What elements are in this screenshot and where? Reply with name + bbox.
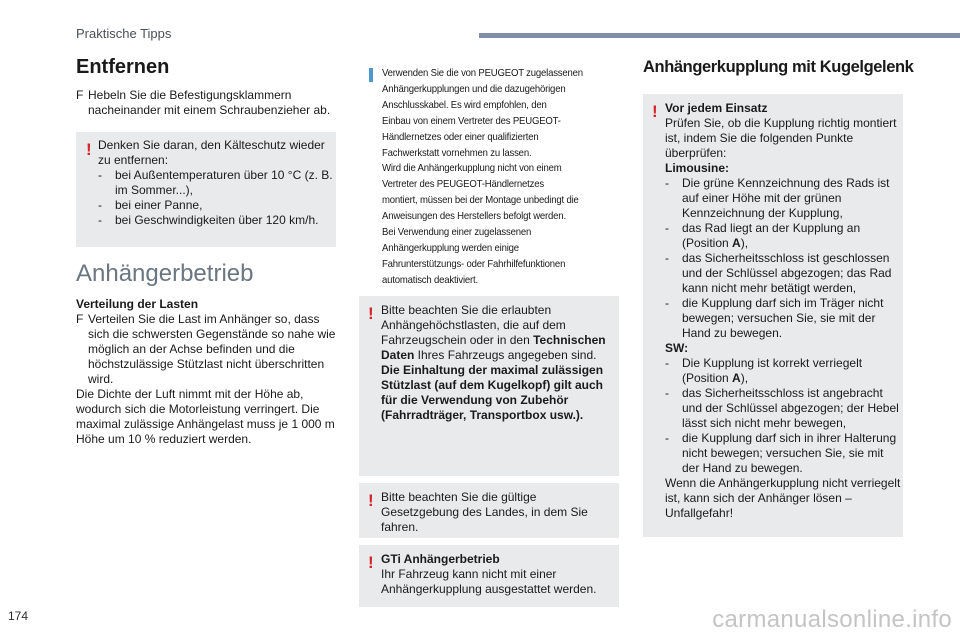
warning-box-towbar-check: ! Vor jedem Einsatz Prüfen Sie, ob die Kupplung richtig montiert ist, indem Sie die folgenden Punkte überprüfen: Limousine: - Die grüne Kennzeichnung des Rads ist auf einer Höhe mit der grünen Kennzeichnung der Kupplung, - das Rad liegt an der Kupplung an (Position A), - das Sicherheitsschloss ist geschlossen und der Schlüssel abgezogen; das Rad kann nicht mehr betätigt werden, - die Kupplung darf sich im Träger nicht bewegen; versuchen Sie, sie mit der Hand zu bewegen. SW: - Die Kupplung ist korrekt verriegelt (Position A), - das Sicherheitsschloss ist angebracht und der Schlüssel abgezogen; der Hebel lässt sich nicht mehr bewegen, - die Kupplung darf sich in ihrer Halterung nicht bewegen; versuchen Sie, sie mit der Hand zu bewegen. Wenn die Anhängerkupplung nicht verriegelt ist, kann sich der Anhänger lösen – Unfallgefahr!	[643, 94, 903, 537]
section-header: Praktische Tipps	[76, 26, 172, 41]
list-item: - bei Geschwindigkeiten über 120 km/h.	[98, 213, 319, 227]
page-number: 174	[8, 609, 29, 623]
load-bullet: F Verteilen Sie die Last im Anhänger so, dass sich die schwersten Gegenstände so nahe wie möglich an der Achse befinden und die höchstzulässige Stützlast nicht überschritten wird.	[76, 312, 336, 386]
technical-data-reference: Technischen Daten	[381, 333, 606, 362]
header-bar	[479, 33, 960, 38]
warning1-intro: Denken Sie daran, den Kälteschutz wieder zu entfernen:	[98, 138, 325, 167]
list-item: - Die Kupplung ist korrekt verriegelt (Position A),	[665, 356, 863, 385]
exclamation-mark-icon: !	[86, 140, 92, 159]
warning-box-trailer-load: ! Bitte beachten Sie die erlaubten Anhängehöchstlasten, die auf dem Fahrzeugschein oder in den Technischen Daten Ihres Fahrzeugs angegeben sind. Die Einhaltung der maximal zulässigen Stützlast (auf dem Kugelkopf) gilt auch für die Verwendung von Zubehör (Fahrradträger, Transportbox usw.).	[359, 296, 619, 476]
title-towbar: Anhängerkupplung mit Kugelgelenk	[643, 58, 914, 76]
title-remove: Entfernen	[76, 56, 170, 78]
title-trailer-operation: Anhängerbetrieb	[76, 260, 254, 287]
bullet-marker: F	[76, 88, 84, 102]
list-item: - das Sicherheitsschloss ist angebracht und der Schlüssel abgezogen; der Hebel lässt sich nicht mehr bewegen,	[665, 386, 899, 430]
list-item: - Die grüne Kennzeichnung des Rads ist auf einer Höhe mit der grünen Kennzeichnung der Kupplung,	[665, 176, 890, 220]
remove-step	[76, 88, 334, 118]
watermark: carmanualsonline.info	[712, 606, 952, 633]
exclamation-mark-icon: !	[368, 553, 374, 572]
subheading-load-distribution: Verteilung der Lasten	[76, 297, 199, 311]
gti-title: GTi Anhängerbetrieb	[381, 552, 500, 566]
list-item: - bei Außentemperaturen über 10 °C (z. B. im Sommer...),	[98, 168, 333, 197]
load-distribution-section	[76, 297, 336, 447]
towbar-warning-title: Vor jedem Einsatz	[665, 101, 768, 115]
exclamation-mark-icon: !	[368, 304, 374, 323]
remove-text: Hebeln Sie die Befestigungsklammern nacheinander mit einem Schraubenzieher ab.	[88, 88, 331, 117]
list-item: - bei einer Panne,	[98, 198, 203, 212]
list-item: - die Kupplung darf sich in ihrer Halterung nicht bewegen; versuchen Sie, sie mit der Hand zu bewegen.	[665, 431, 897, 475]
exclamation-mark-icon: !	[652, 102, 658, 121]
info-i-icon	[369, 68, 373, 82]
info-text-block: Verwenden Sie die von PEUGEOT zugelassenen Anhängerkupplungen und die dazugehörigen Anschlusskabel. Es wird empfohlen, den Einbau von einem Vertreter des PEUGEOT- Händlernetzes oder einer qualifizierten Fachwerkstatt vornehmen zu lassen. Wird die Anhängerkupplung nicht von einem Vertreter des PEUGEOT-Händlernetzes montiert, müssen bei der Montage unbedingt die Anweisungen des Herstellers befolgt werden. Bei Verwendung einer zugelassenen Anhängerkupplung werden einige Fahrunterstützungs- oder Fahrhilfefunktionen automatisch deaktiviert.	[382, 68, 583, 286]
exclamation-mark-icon: !	[368, 491, 374, 510]
list-item: - das Rad liegt an der Kupplung an (Position A),	[665, 221, 861, 250]
list-item: - die Kupplung darf sich im Träger nicht bewegen; versuchen Sie, sie mit der Hand zu bewegen.	[665, 296, 884, 340]
warning-box-cold-protection	[76, 132, 336, 247]
altitude-paragraph: Die Dichte der Luft nimmt mit der Höhe ab, wodurch sich die Motorleistung verringert. Die maximal zulässige Anhängelast muss je 1 000 m Höhe um 10 % reduziert werden.	[76, 387, 335, 446]
warning-box-legislation: ! Bitte beachten Sie die gültige Gesetzgebung des Landes, in dem Sie fahren.	[359, 483, 619, 538]
warning-box-gti: ! GTi Anhängerbetrieb Ihr Fahrzeug kann nicht mit einer Anhängerkupplung ausgestattet werden.	[359, 545, 619, 607]
list-item: - das Sicherheitsschloss ist geschlossen und der Schlüssel abgezogen; das Rad kann nicht mehr betätigt werden,	[665, 251, 892, 295]
